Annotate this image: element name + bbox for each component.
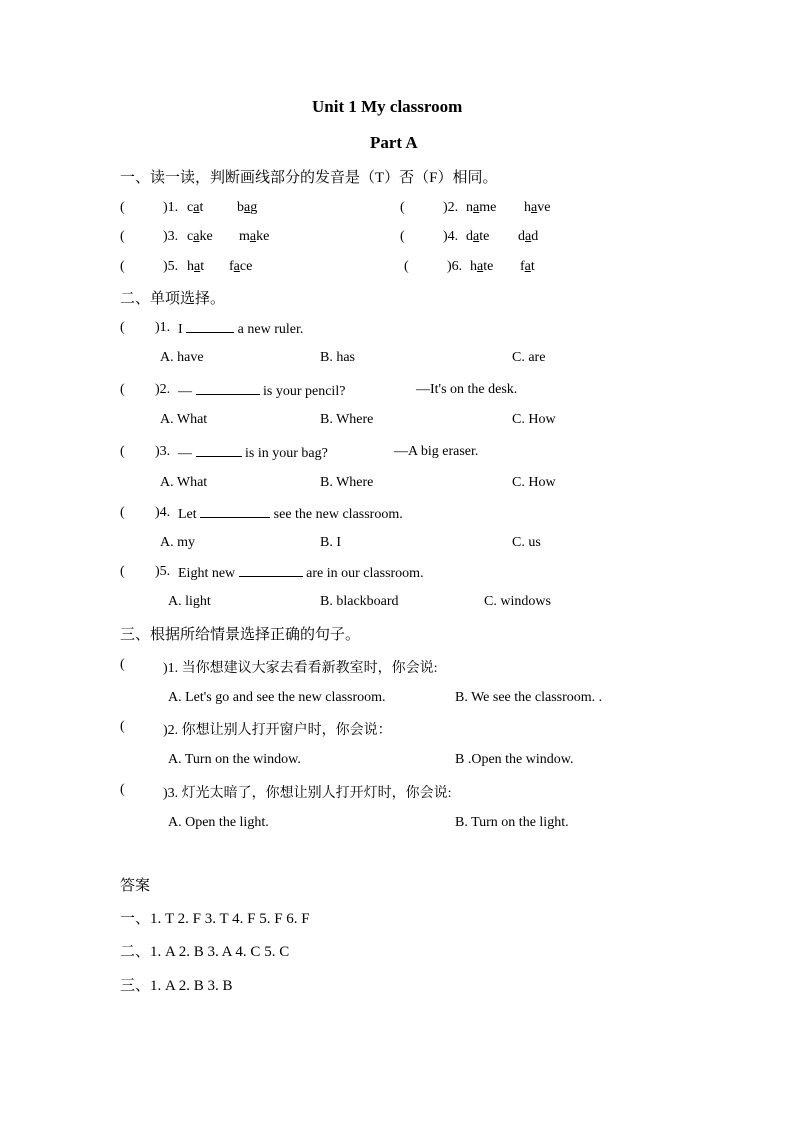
underlined-letter: a <box>249 229 257 244</box>
answer-paren: ( <box>404 259 409 274</box>
underlined-letter: a <box>473 229 480 244</box>
underlined-letter: a <box>524 259 531 274</box>
word-part: g <box>250 200 258 215</box>
word-part: c <box>187 229 194 244</box>
answer-blank-5[interactable] <box>128 259 162 275</box>
answer-blank-6[interactable] <box>412 259 446 275</box>
answer-blank-3[interactable] <box>128 782 162 798</box>
answer-blank-1[interactable] <box>128 320 154 336</box>
section2-heading: 二、单项选择。 <box>120 291 226 307</box>
item-number: )1. <box>163 200 179 215</box>
answer-paren: ( <box>400 200 405 215</box>
answer-paren: ( <box>400 229 405 244</box>
fill-blank[interactable] <box>239 564 303 577</box>
option-a[interactable]: A. Let's go and see the new classroom. <box>168 690 386 705</box>
question-number: )5. <box>155 564 171 579</box>
dialog-answer: —A big eraser. <box>394 444 479 459</box>
section1-heading: 一、读一读，判断画线部分的发音是（T）否（F）相同。 <box>120 170 498 186</box>
fill-blank[interactable] <box>196 382 260 395</box>
answer-paren: ( <box>120 657 125 672</box>
underlined-letter: a <box>473 200 480 215</box>
option-c[interactable]: C. are <box>512 350 546 365</box>
question-number: )3. <box>155 444 171 459</box>
option-b[interactable]: B. Where <box>320 475 374 490</box>
word-part: c <box>187 200 194 215</box>
underlined-letter: a <box>244 200 251 215</box>
question-text: )3. 灯光太暗了，你想让别人打开灯时，你会说: <box>163 786 452 801</box>
question-post: see the new classroom. <box>270 507 403 522</box>
page-subtitle: Part A <box>370 133 418 152</box>
option-c[interactable]: C. How <box>512 475 556 490</box>
word-w1 <box>187 229 213 245</box>
item-number: )4. <box>443 229 459 244</box>
option-b[interactable]: B. We see the classroom. . <box>455 690 603 705</box>
word-w1 <box>187 259 204 275</box>
question-text <box>178 444 328 462</box>
option-b[interactable]: B. Where <box>320 412 374 427</box>
word-part: d <box>531 229 539 244</box>
answer-paren: ( <box>120 505 125 520</box>
underlined-letter: a <box>193 200 200 215</box>
word-w1 <box>466 229 489 245</box>
question-pre: Let <box>178 507 201 522</box>
option-b[interactable]: B. has <box>320 350 355 365</box>
option-a[interactable]: A. What <box>160 412 208 427</box>
word-part: m <box>239 229 250 244</box>
answer-blank-4[interactable] <box>128 505 154 521</box>
dialog-answer: —It's on the desk. <box>416 382 518 397</box>
answer-blank-4[interactable] <box>408 229 442 245</box>
question-pre: Eight new <box>178 566 239 581</box>
answer-blank-2[interactable] <box>408 200 442 216</box>
word-part: h <box>470 259 477 274</box>
option-a[interactable]: A. have <box>160 350 204 365</box>
answers-line-2: 二、1. A 2. B 3. A 4. C 5. C <box>120 944 290 960</box>
item-number: )3. <box>163 229 179 244</box>
underlined-letter: a <box>193 229 200 244</box>
question-pre: I <box>178 322 187 337</box>
item-number: )6. <box>447 259 463 274</box>
question-post: are in our classroom. <box>302 566 424 581</box>
word-w1 <box>187 200 203 216</box>
word-part: h <box>187 259 194 274</box>
option-b[interactable]: B. I <box>320 535 341 550</box>
fill-blank[interactable] <box>200 505 270 518</box>
word-part: n <box>466 200 473 215</box>
answer-paren: ( <box>120 782 125 797</box>
question-text: )1. 当你想建议大家去看看新教室时，你会说: <box>163 661 438 676</box>
word-w2 <box>237 200 257 216</box>
option-b[interactable]: B. Turn on the light. <box>455 815 569 830</box>
word-w1 <box>466 200 496 216</box>
option-a[interactable]: A. Open the light. <box>168 815 269 830</box>
word-part: h <box>524 200 531 215</box>
question-text <box>178 382 345 400</box>
answer-blank-1[interactable] <box>128 657 162 673</box>
question-number: )4. <box>155 505 171 520</box>
word-part: ke <box>256 229 270 244</box>
answers-line-1: 一、1. T 2. F 3. T 4. F 5. F 6. F <box>120 911 310 927</box>
option-b[interactable]: B. blackboard <box>320 594 399 609</box>
question-pre: — <box>178 384 196 399</box>
option-a[interactable]: A. light <box>168 594 211 609</box>
answers-line-3: 三、1. A 2. B 3. B <box>120 978 233 994</box>
word-part: te <box>479 229 490 244</box>
question-text <box>178 505 403 523</box>
word-w2 <box>520 259 535 275</box>
word-part: d <box>518 229 525 244</box>
option-a[interactable]: A. Turn on the window. <box>168 752 301 767</box>
question-post: is your pencil? <box>259 384 346 399</box>
question-number: )2. <box>155 382 171 397</box>
word-w1 <box>470 259 493 275</box>
word-part: me <box>479 200 497 215</box>
word-part: te <box>483 259 494 274</box>
answer-paren: ( <box>120 259 125 274</box>
option-a[interactable]: A. my <box>160 535 195 550</box>
answers-label: 答案 <box>120 878 151 894</box>
word-part: f <box>229 259 234 274</box>
word-w2 <box>524 200 550 216</box>
question-post: is in your bag? <box>241 446 328 461</box>
word-w2 <box>229 259 252 275</box>
word-w2 <box>239 229 269 245</box>
option-c[interactable]: C. windows <box>484 594 551 609</box>
underlined-letter: a <box>525 229 532 244</box>
question-post: a new ruler. <box>234 322 304 337</box>
question-text <box>178 564 424 582</box>
item-number: )5. <box>163 259 179 274</box>
word-part: f <box>520 259 525 274</box>
answer-blank-2[interactable] <box>128 719 162 735</box>
answer-paren: ( <box>120 229 125 244</box>
answer-paren: ( <box>120 320 125 335</box>
answer-paren: ( <box>120 719 125 734</box>
word-part: b <box>237 200 244 215</box>
word-part: t <box>530 259 535 274</box>
answer-paren: ( <box>120 382 125 397</box>
answer-paren: ( <box>120 444 125 459</box>
item-number: )2. <box>443 200 459 215</box>
word-part: t <box>200 259 205 274</box>
fill-blank[interactable] <box>186 320 234 333</box>
question-number: )1. <box>155 320 171 335</box>
option-c[interactable]: C. us <box>512 535 541 550</box>
option-c[interactable]: C. How <box>512 412 556 427</box>
underlined-letter: a <box>477 259 484 274</box>
answer-paren: ( <box>120 564 125 579</box>
word-part: t <box>199 200 204 215</box>
answer-blank-5[interactable] <box>128 564 154 580</box>
option-a[interactable]: A. What <box>160 475 208 490</box>
question-pre: — <box>178 446 196 461</box>
fill-blank[interactable] <box>196 444 242 457</box>
word-w2 <box>518 229 538 245</box>
answer-blank-1[interactable] <box>128 200 162 216</box>
section3-heading: 三、根据所给情景选择正确的句子。 <box>120 627 361 643</box>
word-part: d <box>466 229 473 244</box>
underlined-letter: a <box>531 200 538 215</box>
question-text <box>178 320 303 338</box>
answer-blank-3[interactable] <box>128 444 154 460</box>
answer-blank-2[interactable] <box>128 382 154 398</box>
answer-blank-3[interactable] <box>128 229 162 245</box>
word-part: ve <box>537 200 551 215</box>
word-part: ce <box>239 259 253 274</box>
underlined-letter: a <box>194 259 201 274</box>
underlined-letter: a <box>233 259 240 274</box>
page-title: Unit 1 My classroom <box>312 97 463 116</box>
option-b[interactable]: B .Open the window. <box>455 752 574 767</box>
word-part: ke <box>199 229 213 244</box>
question-text: )2. 你想让别人打开窗户时，你会说： <box>163 723 392 738</box>
answer-paren: ( <box>120 200 125 215</box>
